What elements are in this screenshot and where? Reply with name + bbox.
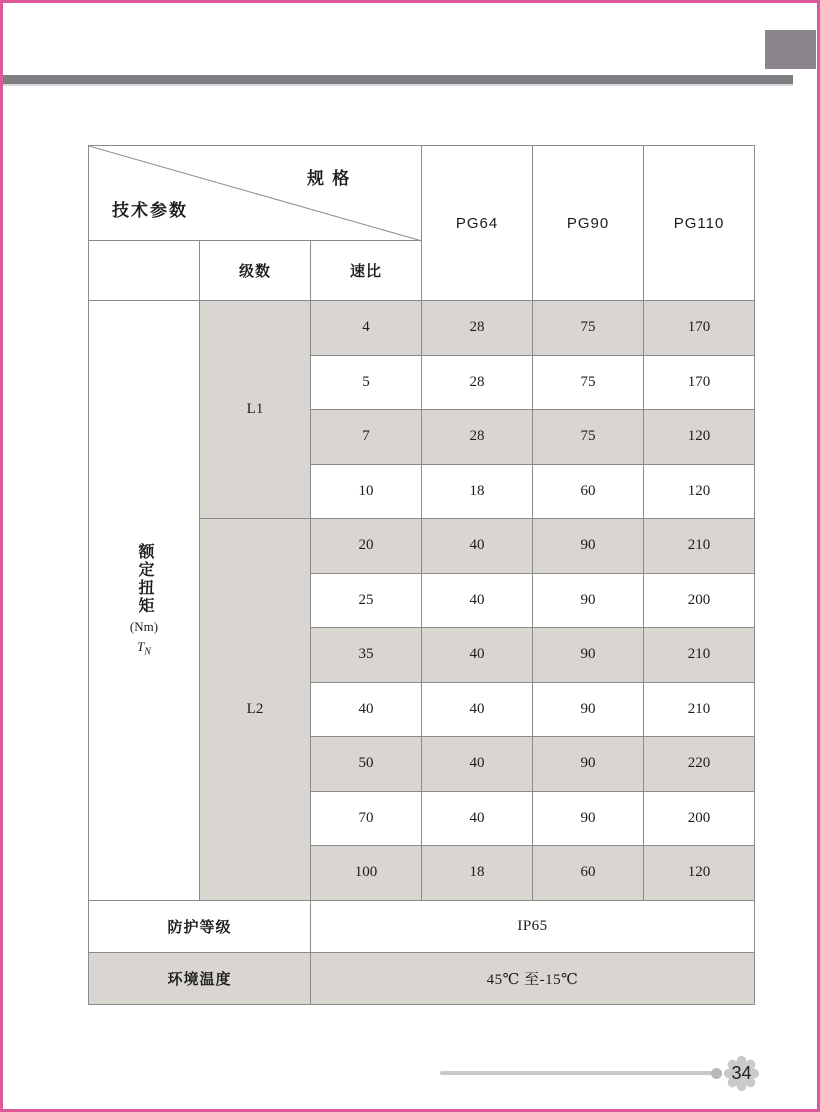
pg90-cell: 60	[533, 464, 644, 519]
ratio-cell: 10	[311, 464, 422, 519]
ratio-cell: 4	[311, 301, 422, 356]
pg64-cell: 28	[422, 355, 533, 410]
pg90-cell: 90	[533, 628, 644, 683]
top-horizontal-rule	[0, 75, 793, 86]
ratio-cell: 7	[311, 410, 422, 465]
ratio-cell: 100	[311, 846, 422, 901]
ratio-cell: 20	[311, 519, 422, 574]
torque-label: 额定扭矩	[136, 542, 153, 615]
pg90-cell: 60	[533, 846, 644, 901]
footer-rule	[440, 1071, 714, 1075]
pg90-cell: 90	[533, 519, 644, 574]
pg90-cell: 75	[533, 410, 644, 465]
corner-spec-label: 规 格	[307, 169, 352, 188]
pg64-cell: 40	[422, 682, 533, 737]
stage-l1-cell: L1	[200, 301, 311, 519]
pg110-cell: 200	[644, 573, 755, 628]
spec-table	[88, 145, 755, 1005]
col-header-pg110: PG110	[644, 146, 755, 301]
pg64-cell: 40	[422, 791, 533, 846]
pg110-cell: 210	[644, 519, 755, 574]
pg64-cell: 40	[422, 737, 533, 792]
ratio-cell: 25	[311, 573, 422, 628]
pg64-cell: 40	[422, 573, 533, 628]
pg64-cell: 18	[422, 846, 533, 901]
ratio-cell: 5	[311, 355, 422, 410]
table-row	[89, 952, 755, 1004]
table-row	[89, 900, 755, 952]
pg64-cell: 40	[422, 628, 533, 683]
ratio-cell: 70	[311, 791, 422, 846]
pg110-cell: 170	[644, 355, 755, 410]
pg90-cell: 75	[533, 355, 644, 410]
torque-symbol: $T_N$	[137, 638, 151, 658]
torque-label-cell	[89, 301, 200, 901]
pg110-cell: 220	[644, 737, 755, 792]
ratio-header: 速比	[311, 241, 422, 301]
col-header-pg64: PG64	[422, 146, 533, 301]
pg90-cell: 75	[533, 301, 644, 356]
pg64-cell: 28	[422, 301, 533, 356]
ratio-cell: 35	[311, 628, 422, 683]
page-number: 34	[731, 1063, 752, 1083]
pg90-cell: 90	[533, 737, 644, 792]
pg110-cell: 210	[644, 682, 755, 737]
torque-unit: (Nm)	[129, 618, 159, 634]
pg90-cell: 90	[533, 791, 644, 846]
page-number-badge	[721, 1053, 762, 1094]
ratio-cell: 40	[311, 682, 422, 737]
top-right-block	[765, 30, 816, 69]
temperature-label: 环境温度	[89, 952, 311, 1004]
pg64-cell: 40	[422, 519, 533, 574]
stage-header: 级数	[200, 241, 311, 301]
pg90-cell: 90	[533, 573, 644, 628]
protection-value: IP65	[311, 900, 755, 952]
pg110-cell: 120	[644, 464, 755, 519]
protection-label: 防护等级	[89, 900, 311, 952]
pg110-cell: 200	[644, 791, 755, 846]
ratio-cell: 50	[311, 737, 422, 792]
diagonal-header-cell	[89, 146, 422, 241]
pg90-cell: 90	[533, 682, 644, 737]
pg110-cell: 170	[644, 301, 755, 356]
col-header-pg90: PG90	[533, 146, 644, 301]
stage-l2-cell: L2	[200, 519, 311, 901]
pg110-cell: 210	[644, 628, 755, 683]
blank-header-cell	[89, 241, 200, 301]
pg110-cell: 120	[644, 846, 755, 901]
diagonal-line	[89, 146, 422, 241]
pg110-cell: 120	[644, 410, 755, 465]
pg64-cell: 28	[422, 410, 533, 465]
pg64-cell: 18	[422, 464, 533, 519]
temperature-value: 45℃ 至-15℃	[311, 952, 755, 1004]
corner-params-label: 技术参数	[112, 201, 188, 220]
